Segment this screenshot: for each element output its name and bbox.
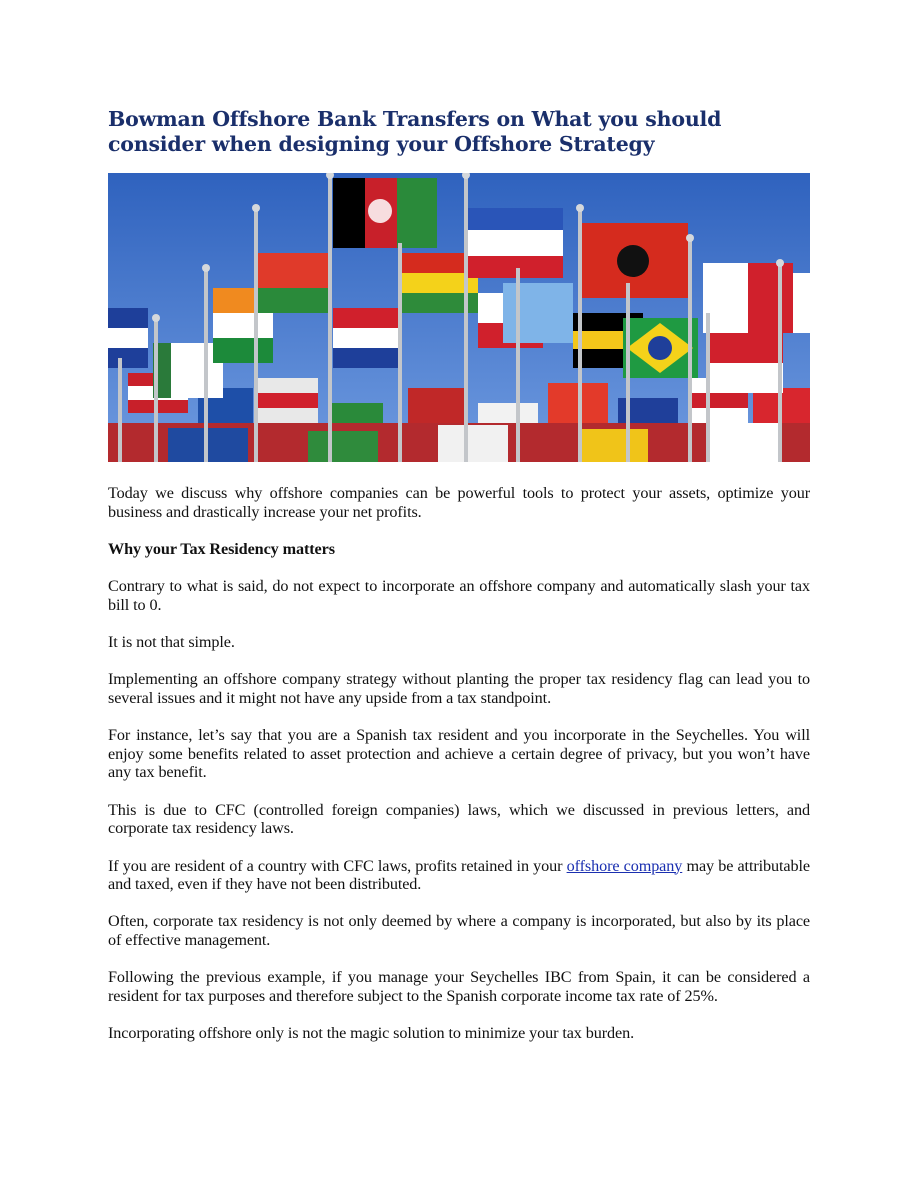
paragraph-6-start: If you are resident of a country with CFC laws, profits retained in your	[108, 856, 567, 875]
paragraph-2: It is not that simple.	[108, 633, 235, 652]
paragraph-5: This is due to CFC (controlled foreign companies) laws, which we discussed in previous letters, and corporate tax residency laws.	[108, 800, 810, 838]
document-page	[108, 107, 810, 1061]
paragraph-6	[108, 857, 810, 894]
paragraph-6-end: may be attributable and taxed, even if they have not been distributed.	[108, 856, 810, 894]
paragraph-4: For instance, let’s say that you are a Spanish tax resident and you incorporate in the Seychelles. You will enjoy some benefits related to asset protection and achieve a certain degree of privacy, but you won’t have any tax benefit.	[108, 726, 810, 782]
document-body	[108, 484, 810, 1043]
paragraph-9: Incorporating offshore only is not the magic solution to minimize your tax burden.	[108, 1024, 635, 1043]
paragraph-8: Following the previous example, if you manage your Seychelles IBC from Spain, it can be considered a resident for tax purposes and therefore subject to the Spanish corporate income tax rate of 25%.	[108, 968, 810, 1005]
flags-photo	[108, 173, 810, 462]
section-heading: Why your Tax Residency matters	[108, 539, 335, 558]
offshore-company-link[interactable]: offshore company	[566, 856, 683, 875]
paragraph-3: Implementing an offshore company strategy without planting the proper tax residency flag can lead you to several issues and it might not have any upside from a tax standpoint.	[108, 670, 810, 707]
intro-paragraph: Today we discuss why offshore companies can be powerful tools to protect your assets, optimize your business and drastically increase your net profits.	[108, 484, 810, 521]
paragraph-7: Often, corporate tax residency is not only deemed by where a company is incorporated, but also by its place of effective management.	[108, 912, 810, 949]
paragraph-1: Contrary to what is said, do not expect to incorporate an offshore company and automatically slash your tax bill to 0.	[108, 577, 810, 614]
document-title: Bowman Offshore Bank Transfers on What you should consider when designing your Offshore Strategy	[108, 107, 722, 156]
